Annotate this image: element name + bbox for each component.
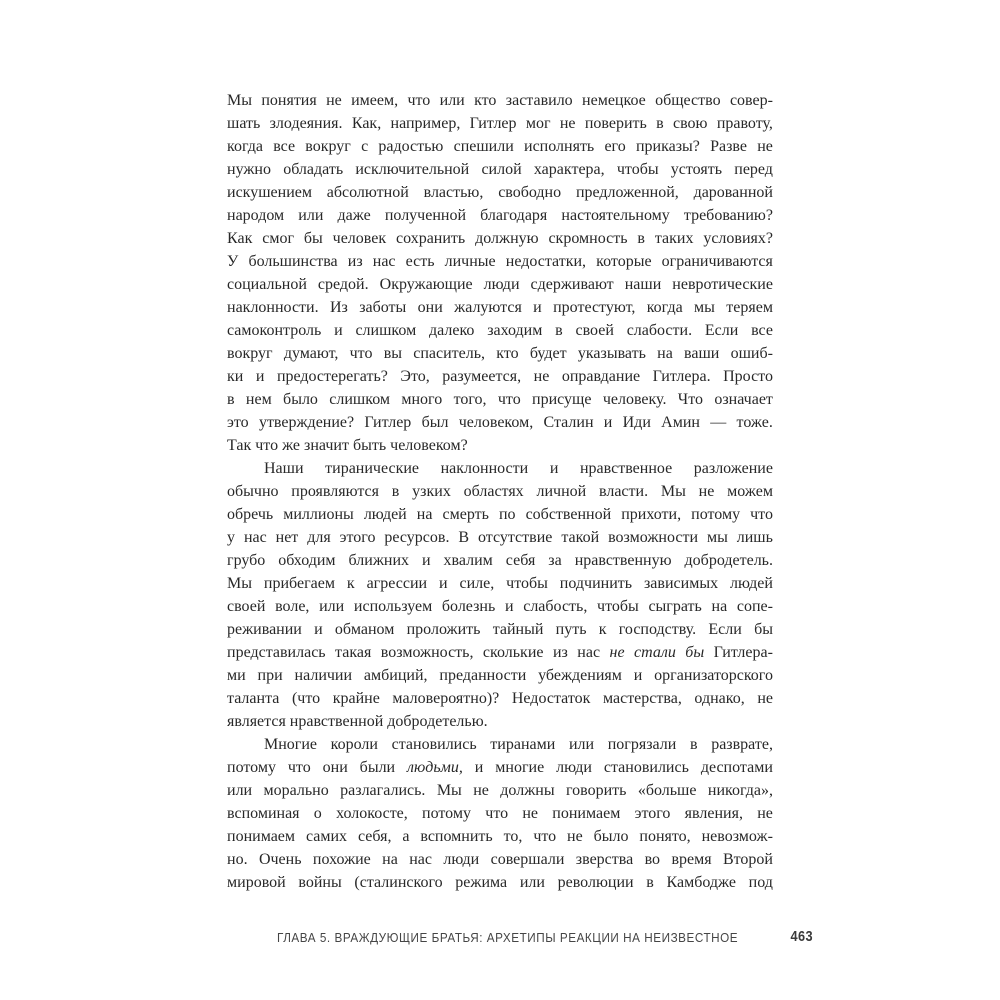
text-line: ми при наличии амбиций, преданности убеждениям и организаторского [227, 667, 773, 684]
text-line: таланта (что крайне маловероятно)? Недостаток мастерства, однако, не [227, 690, 773, 707]
text-line: Как смог бы человек сохранить должную скромность в таких условиях? [227, 230, 773, 247]
text-line: самоконтроль и слишком далеко заходим в своей слабости. Если все [227, 322, 773, 339]
text-line: вокруг думают, что вы спаситель, кто будет указывать на ваши ошиб- [227, 345, 773, 362]
footer-chapter-title: ГЛАВА 5. ВРАЖДУЮЩИЕ БРАТЬЯ: АРХЕТИПЫ РЕАКЦИИ НА НЕИЗВЕСТНОЕ [277, 930, 739, 945]
text-line: представилась такая возможность, сколькие из нас не стали бы Гитлера- [227, 644, 773, 661]
text-line: Так что же значит быть человеком? [227, 437, 468, 454]
text-line: обречь миллионы людей на смерть по собственной прихоти, потому что [227, 506, 773, 523]
text-line: в нем было слишком много того, что присуще человеку. Что означает [227, 391, 773, 408]
text-line: Наши тиранические наклонности и нравственное разложение [264, 460, 773, 477]
text-line: Мы прибегаем к агрессии и силе, чтобы подчинить зависимых людей [227, 575, 773, 592]
text-line: шать злодеяния. Как, например, Гитлер мог не поверить в свою правоту, [227, 115, 773, 132]
paragraph [227, 89, 773, 457]
text-line: является нравственной добродетелью. [227, 713, 488, 730]
text-line: это утверждение? Гитлер был человеком, Сталин и Иди Амин — тоже. [227, 414, 773, 431]
text-line: нужно обладать исключительной силой характера, чтобы устоять перед [227, 161, 773, 178]
text-line: искушением абсолютной властью, свободно предложенной, дарованной [227, 184, 773, 201]
text-line: мировой войны (сталинского режима или революции в Камбодже под [227, 874, 773, 891]
text-line: наклонности. Из заботы они жалуются и протестуют, когда мы теряем [227, 299, 773, 316]
text-line: ки и предостерегать? Это, разумеется, не оправдание Гитлера. Просто [227, 368, 773, 385]
text-line: народом или даже полученной благодаря настоятельному требованию? [227, 207, 773, 224]
text-line: у нас нет для этого ресурсов. В отсутствие такой возможности мы лишь [227, 529, 773, 546]
text-line: когда все вокруг с радостью спешили исполнять его приказы? Разве не [227, 138, 773, 155]
text-line: или морально разлагались. Мы не должны говорить «больше никогда», [227, 782, 773, 799]
text-line: своей воле, или используем болезнь и слабость, чтобы сыграть на сопе- [227, 598, 773, 615]
text-line: обычно проявляются в узких областях личной власти. Мы не можем [227, 483, 773, 500]
text-line: Мы понятия не имеем, что или кто заставило немецкое общество совер- [227, 92, 773, 109]
paragraph [227, 457, 773, 733]
text-line: вспоминая о холокосте, потому что не понимаем этого явления, не [227, 805, 773, 822]
text-line: но. Очень похожие на нас люди совершали зверства во время Второй [227, 851, 773, 868]
text-line: реживании и обманом проложить тайный путь к господству. Если бы [227, 621, 773, 638]
text-line: понимаем самих себя, а вспомнить то, что не было понято, невозмож- [227, 828, 773, 845]
text-line: Многие короли становились тиранами или погрязали в разврате, [264, 736, 773, 753]
paragraph [227, 733, 773, 894]
text-line: грубо обходим ближних и хвалим себя за нравственную добродетель. [227, 552, 773, 569]
body-text [227, 89, 773, 894]
text-line: потому что они были людьми, и многие люди становились деспотами [227, 759, 773, 776]
text-line: социальной средой. Окружающие люди сдерживают наши невротические [227, 276, 773, 293]
text-line: У большинства из нас есть личные недостатки, которые ограничиваются [227, 253, 773, 270]
footer-page-number: 463 [790, 928, 813, 945]
